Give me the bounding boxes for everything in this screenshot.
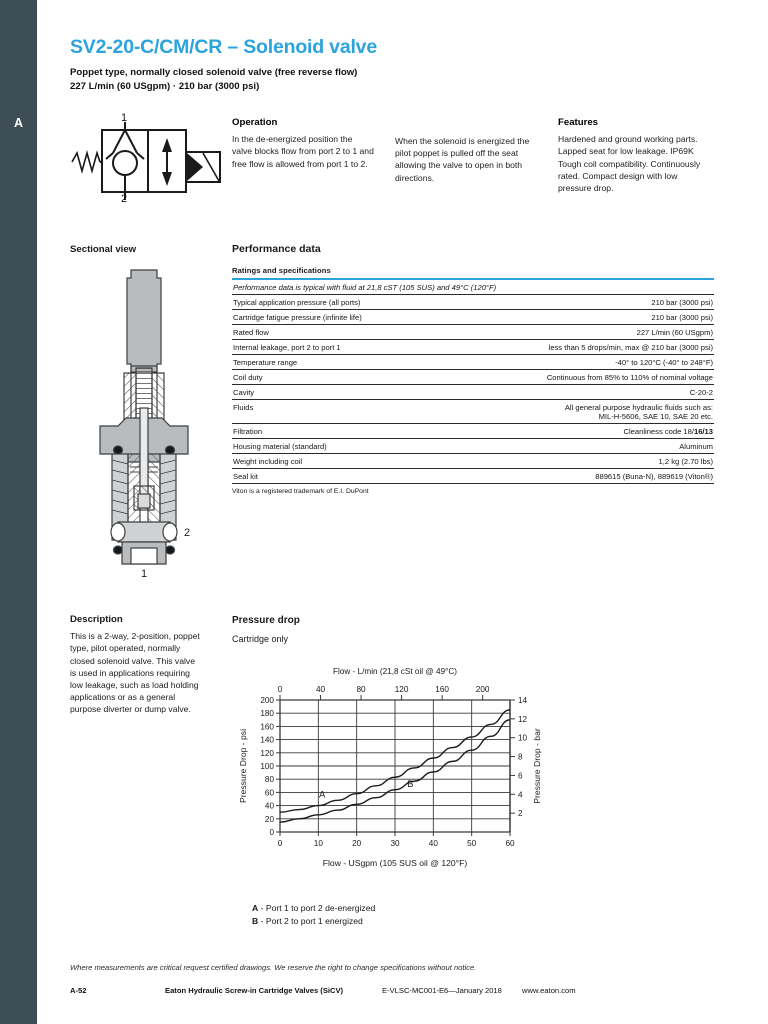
chart-legend bbox=[252, 902, 375, 928]
chart-ytick-label: 120 bbox=[260, 748, 274, 758]
table-cell-value: 210 bar (3000 psi) bbox=[443, 295, 714, 310]
chart-y2axis-title: Pressure Drop - bar bbox=[532, 728, 542, 804]
operation-paragraph-1: In the de-energized position the valve blocks flow from port 2 to 1 and free flow is allowed from port 1 to 2. bbox=[232, 134, 374, 169]
table-row bbox=[232, 370, 714, 385]
operation-column-continued bbox=[395, 135, 535, 184]
pressure-drop-chart bbox=[232, 660, 562, 875]
chart-xtick-label: 0 bbox=[277, 839, 283, 848]
performance-data-heading: Performance data bbox=[232, 243, 321, 255]
chart-top-tick-label: 200 bbox=[475, 685, 490, 694]
table-cell-value: less than 5 drops/min, max @ 210 bar (3000 psi) bbox=[443, 340, 714, 355]
chart-top-axis-title: Flow - L/min (21,8 cSt oil @ 49°C) bbox=[333, 667, 457, 676]
description-text: This is a 2-way, 2-position, poppet type, pilot operated, normally closed solenoid valve. This valve is used in applications requiring low leakage, such as load holding applications or as a general purpose diverter or dump valve. bbox=[70, 631, 200, 715]
table-cell-label: Temperature range bbox=[232, 355, 443, 370]
valve-sectional-drawing bbox=[74, 258, 214, 578]
table-cell-value: Aluminum bbox=[443, 439, 714, 454]
chart-top-tick-label: 80 bbox=[356, 685, 366, 694]
subtitle-line-2: 227 L/min (60 USgpm) · 210 bar (3000 psi) bbox=[70, 80, 260, 92]
chart-y2tick-label: 12 bbox=[518, 714, 528, 724]
trademark-note: Viton is a registered trademark of E.I. DuPont bbox=[232, 488, 369, 495]
table-row bbox=[232, 295, 714, 310]
chart-curve-label-a: A bbox=[318, 789, 326, 801]
description-heading: Description bbox=[70, 614, 123, 625]
chart-yaxis-title: Pressure Drop - psi bbox=[238, 728, 248, 804]
table-cell-value: 1,2 kg (2.70 lbs) bbox=[443, 454, 714, 469]
table-cell-value: -40° to 120°C (-40° to 248°F) bbox=[443, 355, 714, 370]
chart-top-tick-label: 120 bbox=[394, 685, 409, 694]
ratings-specifications-heading: Ratings and specifications bbox=[232, 266, 331, 275]
chart-xtick-label: 50 bbox=[467, 839, 477, 848]
table-row bbox=[232, 400, 714, 424]
page-title: SV2-20-C/CM/CR – Solenoid valve bbox=[70, 36, 377, 58]
legend-text-a: - Port 1 to port 2 de-energized bbox=[260, 903, 376, 913]
table-row bbox=[232, 469, 714, 484]
footer-doc-code: E-VLSC-MC001-E6—January 2018 bbox=[382, 986, 502, 995]
table-cell-label: Filtration bbox=[232, 424, 443, 439]
subtitle-line-1: Poppet type, normally closed solenoid valve (free reverse flow) bbox=[70, 67, 358, 78]
performance-note: Performance data is typical with fluid at 21,8 cST (105 SUS) and 49°C (120°F) bbox=[232, 279, 714, 295]
pressure-drop-heading: Pressure drop bbox=[232, 615, 300, 626]
chart-curve-label-b: B bbox=[407, 779, 414, 791]
table-cell-label: Seal kit bbox=[232, 469, 443, 484]
chart-ytick-label: 20 bbox=[264, 814, 274, 824]
table-row bbox=[232, 385, 714, 400]
chart-ytick-label: 160 bbox=[260, 722, 274, 732]
chart-ytick-label: 80 bbox=[264, 775, 274, 785]
schematic-port-2-label: 2 bbox=[121, 193, 128, 202]
performance-data-table bbox=[232, 278, 714, 484]
legend-item-b bbox=[252, 915, 375, 928]
table-row bbox=[232, 355, 714, 370]
table-cell-value: 227 L/min (60 USgpm) bbox=[443, 325, 714, 340]
features-column bbox=[558, 117, 713, 194]
sectional-port-2-label: 2 bbox=[184, 527, 191, 539]
operation-paragraph-2: When the solenoid is energized the pilot poppet is pulled off the seat allowing the valve to open in both directions. bbox=[395, 136, 530, 183]
schematic-port-1-label: 1 bbox=[121, 112, 128, 124]
features-text: Hardened and ground working parts. Lapped seat for low leakage. IP69K Tough coil compatibility. Continuously rated. Compact design with low pressure drop. bbox=[558, 134, 701, 194]
table-cell-value: All general purpose hydraulic fluids such as: MIL-H-5606, SAE 10, SAE 20 etc. bbox=[443, 400, 714, 424]
table-row bbox=[232, 325, 714, 340]
table-row bbox=[232, 439, 714, 454]
table-cell-label: Weight including coil bbox=[232, 454, 443, 469]
chart-ytick-label: 0 bbox=[269, 828, 274, 837]
footer-disclaimer: Where measurements are critical request certified drawings. We reserve the right to change specifications without notice. bbox=[70, 963, 477, 972]
sectional-view-heading: Sectional view bbox=[70, 244, 137, 255]
chart-top-tick-label: 40 bbox=[315, 685, 326, 694]
chart-ytick-label: 140 bbox=[260, 735, 274, 745]
performance-table-body bbox=[232, 279, 714, 484]
table-cell-value: 889615 (Buna-N), 889619 (Viton®) bbox=[443, 469, 714, 484]
table-row bbox=[232, 340, 714, 355]
chart-xtick-label: 60 bbox=[505, 839, 515, 848]
table-cell-label: Cartridge fatigue pressure (infinite life) bbox=[232, 310, 443, 325]
chart-ytick-label: 200 bbox=[260, 696, 274, 705]
table-cell-label: Rated flow bbox=[232, 325, 443, 340]
chart-xtick-label: 10 bbox=[313, 839, 323, 848]
footer-page-number: A-52 bbox=[70, 986, 87, 995]
chart-top-tick-label: 0 bbox=[277, 685, 283, 694]
table-cell-label: Housing material (standard) bbox=[232, 439, 443, 454]
table-cell-value: Cleanliness code 18/16/13 bbox=[443, 424, 714, 439]
table-cell-label: Typical application pressure (all ports) bbox=[232, 295, 443, 310]
legend-key-b: B bbox=[252, 916, 259, 926]
section-tab-letter: A bbox=[13, 116, 24, 130]
table-cell-value: C-20-2 bbox=[443, 385, 714, 400]
legend-item-a bbox=[252, 902, 375, 915]
chart-xtick-label: 20 bbox=[352, 839, 362, 848]
footer-url: www.eaton.com bbox=[522, 986, 576, 995]
footer-publication: Eaton Hydraulic Screw-in Cartridge Valves (SiCV) bbox=[165, 986, 344, 995]
chart-y2tick-label: 10 bbox=[518, 733, 528, 743]
chart-top-tick-label: 160 bbox=[435, 685, 449, 694]
operation-heading: Operation bbox=[232, 117, 278, 128]
table-cell-label: Fluids bbox=[232, 400, 443, 424]
chart-ytick-label: 60 bbox=[264, 788, 274, 798]
chart-y2tick-label: 8 bbox=[518, 752, 523, 762]
chart-y2tick-label: 4 bbox=[518, 790, 523, 800]
table-cell-value: Continuous from 85% to 110% of nominal voltage bbox=[443, 370, 714, 385]
chart-ytick-label: 40 bbox=[264, 801, 274, 811]
chart-ytick-label: 100 bbox=[260, 762, 274, 771]
legend-text-b: - Port 2 to port 1 energized bbox=[260, 916, 363, 926]
description-block bbox=[70, 614, 202, 716]
sectional-port-1-label: 1 bbox=[141, 568, 148, 578]
table-cell-label: Internal leakage, port 2 to port 1 bbox=[232, 340, 443, 355]
table-cell-label: Coil duty bbox=[232, 370, 443, 385]
table-row bbox=[232, 424, 714, 439]
chart-y2tick-label: 2 bbox=[518, 809, 523, 819]
features-heading: Features bbox=[558, 117, 598, 128]
table-row bbox=[232, 310, 714, 325]
pressure-drop-subheading: Cartridge only bbox=[232, 634, 289, 644]
table-cell-value: 210 bar (3000 psi) bbox=[443, 310, 714, 325]
chart-xtick-label: 40 bbox=[428, 839, 438, 848]
chart-y2tick-label: 6 bbox=[518, 771, 523, 781]
chart-ytick-label: 180 bbox=[260, 709, 274, 719]
chart-xaxis-title: Flow - USgpm (105 SUS oil @ 120°F) bbox=[322, 858, 468, 868]
chart-y2tick-label: 14 bbox=[518, 696, 528, 705]
legend-key-a: A bbox=[252, 903, 259, 913]
hydraulic-schematic-diagram bbox=[66, 112, 226, 202]
chart-xtick-label: 30 bbox=[390, 839, 400, 848]
table-row bbox=[232, 454, 714, 469]
page-subtitle bbox=[70, 66, 357, 93]
operation-column bbox=[232, 117, 374, 170]
table-row-note bbox=[232, 279, 714, 295]
table-cell-label: Cavity bbox=[232, 385, 443, 400]
